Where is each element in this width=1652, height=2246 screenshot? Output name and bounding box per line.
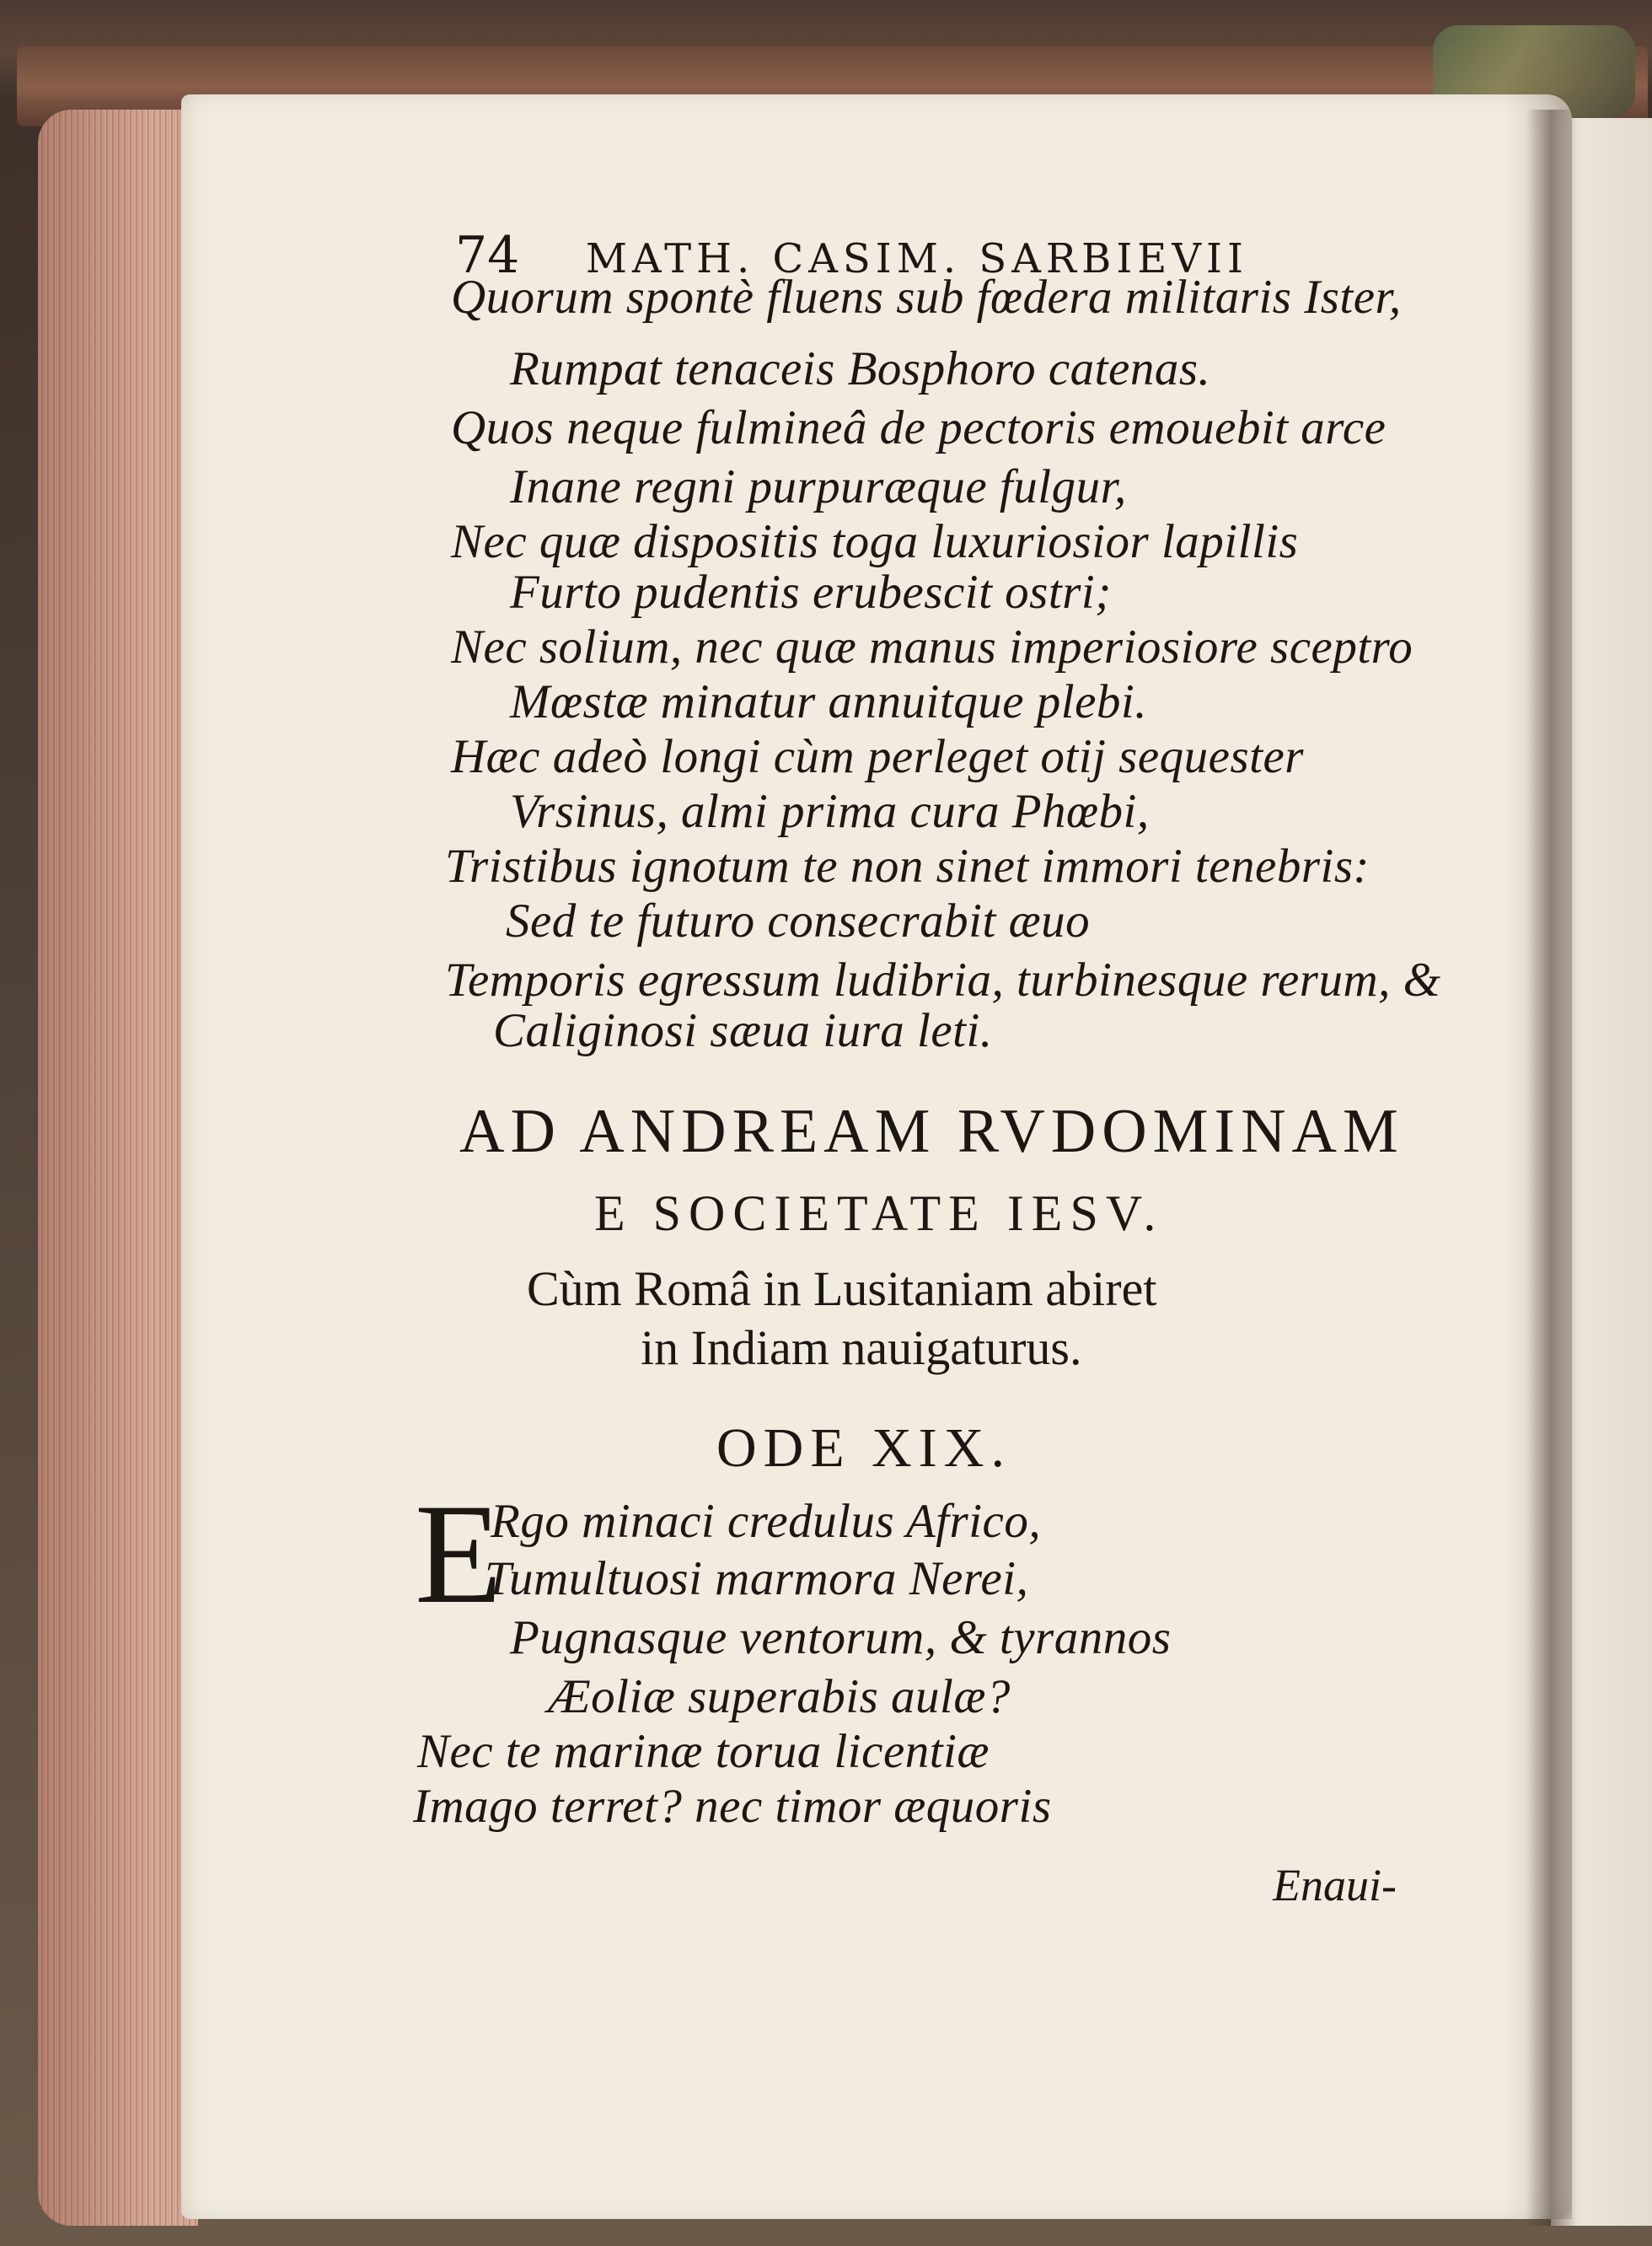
ode-line: Imago terret? nec timor æquoris bbox=[413, 1780, 1052, 1833]
ode-line: Rgo minaci credulus Africo, bbox=[491, 1495, 1042, 1548]
ode-heading-line1: AD ANDREAM RVDOMINAM bbox=[459, 1097, 1404, 1166]
verse-line: Sed te futuro consecrabit æuo bbox=[506, 895, 1091, 948]
ode-line: Tumultuosi marmora Nerei, bbox=[485, 1552, 1029, 1605]
ode-line: Æoliæ superabis aulæ? bbox=[548, 1670, 1011, 1723]
ode-number: ODE XIX. bbox=[716, 1417, 1011, 1479]
ode-subtitle-line1: Cùm Româ in Lusitaniam abiret bbox=[527, 1261, 1157, 1316]
verse-line: Furto pudentis erubescit ostri; bbox=[510, 566, 1112, 619]
verse-line: Caliginosi sæua iura leti. bbox=[493, 1004, 993, 1057]
verse-line: Tristibus ignotum te non sinet immori tenebris: bbox=[445, 840, 1370, 893]
page-number: 74 bbox=[455, 226, 520, 285]
verse-line: Hæc adeò longi cùm perleget otij sequester bbox=[451, 730, 1304, 783]
ode-heading-line2: E SOCIETATE IESV. bbox=[594, 1185, 1164, 1241]
ode-line: Pugnasque ventorum, & tyrannos bbox=[510, 1611, 1172, 1664]
running-head-title: MATH. CASIM. SARBIEVII bbox=[585, 235, 1248, 282]
verse-line: Nec solium, nec quæ manus imperiosiore sceptro bbox=[451, 621, 1413, 674]
verse-line: Nec quæ dispositis toga luxuriosior lapillis bbox=[451, 515, 1299, 568]
verse-line: Quos neque fulmineâ de pectoris emouebit arce bbox=[451, 401, 1386, 454]
drop-capital: E bbox=[415, 1475, 502, 1633]
page-edges bbox=[38, 110, 198, 2226]
catchword: Enaui- bbox=[1273, 1860, 1397, 1910]
verse-line: Quorum spontè fluens sub fœdera militaris Ister, bbox=[451, 271, 1402, 324]
verse-line: Temporis egressum ludibria, turbinesque rerum, & bbox=[445, 954, 1441, 1007]
verse-line: Inane regni purpuræque fulgur, bbox=[510, 460, 1127, 513]
verse-line: Rumpat tenaceis Bosphoro catenas. bbox=[510, 342, 1211, 395]
ode-line: Nec te marinæ torua licentiæ bbox=[417, 1725, 990, 1778]
verse-line: Mœstæ minatur annuitque plebi. bbox=[510, 675, 1147, 728]
spine-shadow bbox=[1526, 110, 1576, 2226]
ode-subtitle-line2: in Indiam nauigaturus. bbox=[641, 1320, 1082, 1375]
verse-line: Vrsinus, almi prima cura Phœbi, bbox=[510, 785, 1150, 838]
